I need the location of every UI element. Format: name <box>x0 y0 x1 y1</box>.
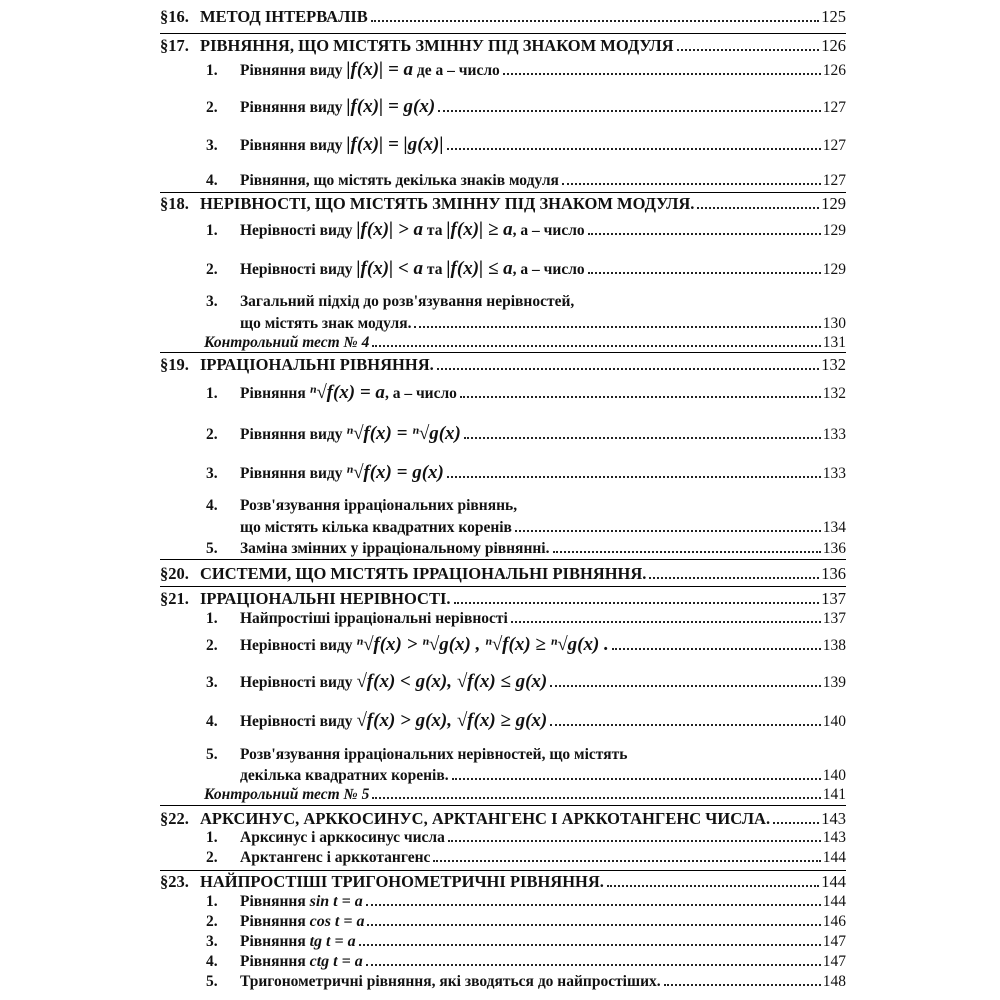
item-text: Нерівності виду <box>240 222 353 239</box>
page-number: 144 <box>822 893 846 910</box>
page-number: 129 <box>822 222 846 239</box>
item-text: Рівняння <box>240 913 306 930</box>
item-text: Нерівності виду <box>240 713 353 730</box>
section-title: СИСТЕМИ, ЩО МІСТЯТЬ ІРРАЦІОНАЛЬНІ РІВНЯННЯ. <box>200 564 647 583</box>
section-number: §21. <box>160 589 189 608</box>
page-number: 136 <box>821 564 846 583</box>
section-number: §23. <box>160 872 189 891</box>
leader-dots <box>550 685 821 687</box>
toc-section-19[interactable] <box>160 356 846 374</box>
page-number: 137 <box>822 610 846 627</box>
item-formula: √f(x) > g(x), √f(x) ≥ g(x) <box>356 710 548 731</box>
leader-dots <box>607 885 819 887</box>
page-number: 137 <box>821 589 846 608</box>
item-number: 1. <box>206 385 218 402</box>
item-text: Загальний підхід до розв'язування нерівностей, <box>240 293 575 310</box>
toc-item-19-3[interactable] <box>206 464 846 483</box>
section-number: §22. <box>160 809 189 828</box>
item-number: 3. <box>206 293 218 310</box>
item-text-continued: що містять кілька квадратних коренів <box>240 519 512 536</box>
page-number: 126 <box>821 36 846 55</box>
leader-dots <box>664 984 821 986</box>
leader-dots <box>371 20 819 22</box>
item-text: Рівняння виду <box>240 465 343 482</box>
item-formula: ⁿ√f(x) > ⁿ√g(x) , ⁿ√f(x) ≥ ⁿ√g(x) . <box>356 634 609 655</box>
toc-item-21-5-line1[interactable] <box>206 746 846 764</box>
item-text: Рівняння виду <box>240 99 343 116</box>
page-number: 132 <box>822 385 846 402</box>
item-text: Найпростіші ірраціональні нерівності <box>240 610 508 627</box>
leader-dots <box>433 860 820 862</box>
toc-item-23-2[interactable] <box>206 913 846 931</box>
item-formula-1: |f(x)| < a <box>356 258 424 279</box>
toc-item-19-5[interactable] <box>206 540 846 558</box>
divider <box>160 870 846 871</box>
page-number: 143 <box>821 809 846 828</box>
item-text: Рівняння, що містять декілька знаків модуля <box>240 172 559 189</box>
leader-dots <box>588 233 821 235</box>
item-number: 1. <box>206 62 218 79</box>
item-text-suffix: , a – число <box>384 385 457 402</box>
toc-item-18-3-line2[interactable] <box>240 315 846 333</box>
toc-item-21-3[interactable] <box>206 673 846 692</box>
page-number: 143 <box>822 829 846 846</box>
item-text-continued: що містять знак модуля. <box>240 315 412 332</box>
leader-dots <box>697 207 819 209</box>
toc-item-18-2[interactable] <box>206 260 846 279</box>
item-formula-2: |f(x)| ≤ a <box>446 258 513 279</box>
page-number: 146 <box>822 913 846 930</box>
item-text: Нерівності виду <box>240 674 353 691</box>
page-number: 139 <box>822 674 846 691</box>
page-number: 141 <box>822 786 846 803</box>
leader-dots <box>447 148 821 150</box>
toc-item-17-2[interactable] <box>206 98 846 117</box>
leader-dots <box>447 476 821 478</box>
divider <box>160 559 846 560</box>
page-number: 127 <box>822 172 846 189</box>
item-text: Арксинус і арккосинус числа <box>240 829 445 846</box>
item-formula: ⁿ√f(x) = a <box>309 382 385 403</box>
page-number: 125 <box>821 7 846 26</box>
item-number: 5. <box>206 540 218 557</box>
leader-dots <box>454 602 820 604</box>
leader-dots <box>366 964 821 966</box>
item-text: Тригонометричні рівняння, які зводяться до найпростіших. <box>240 973 661 990</box>
toc-item-23-1[interactable] <box>206 893 846 911</box>
item-number: 5. <box>206 973 218 990</box>
item-text: Рівняння <box>240 953 306 970</box>
item-number: 2. <box>206 426 218 443</box>
item-formula: |f(x)| = |g(x)| <box>346 134 444 155</box>
toc-section-18[interactable] <box>160 195 846 213</box>
item-formula: cos t = a <box>309 913 365 930</box>
leader-dots <box>437 368 819 370</box>
page-number: 136 <box>822 540 846 557</box>
section-title: НАЙПРОСТІШІ ТРИГОНОМЕТРИЧНІ РІВНЯННЯ. <box>200 872 604 891</box>
toc-item-19-2[interactable] <box>206 425 846 444</box>
toc-item-21-4[interactable] <box>206 712 846 731</box>
page-number: 129 <box>821 194 846 213</box>
toc-item-21-2[interactable] <box>206 636 846 655</box>
item-formula: tg t = a <box>309 933 356 950</box>
page-number: 140 <box>822 767 846 784</box>
item-number: 1. <box>206 610 218 627</box>
leader-dots <box>464 437 821 439</box>
divider <box>160 192 846 193</box>
item-formula: |f(x)| = a <box>346 59 414 80</box>
item-conjunction: та <box>426 261 443 278</box>
item-text-suffix: , a – число <box>512 261 585 278</box>
toc-control-test-5[interactable] <box>204 786 846 804</box>
item-number: 3. <box>206 674 218 691</box>
leader-dots <box>414 326 820 328</box>
leader-dots <box>550 724 821 726</box>
item-conjunction: та <box>426 222 443 239</box>
leader-dots <box>448 840 821 842</box>
item-formula: √f(x) < g(x), √f(x) ≤ g(x) <box>356 671 548 692</box>
item-number: 5. <box>206 746 218 763</box>
section-number: §19. <box>160 355 189 374</box>
item-text-continued: декілька квадратних коренів. <box>240 767 449 784</box>
control-test-label: Контрольний тест № 4 <box>204 334 370 351</box>
leader-dots <box>677 49 820 51</box>
item-number: 2. <box>206 261 218 278</box>
item-number: 3. <box>206 933 218 950</box>
page-number: 131 <box>822 334 846 351</box>
leader-dots <box>438 110 821 112</box>
toc-item-17-1[interactable] <box>206 61 846 80</box>
toc-item-23-4[interactable] <box>206 953 846 971</box>
control-test-label: Контрольний тест № 5 <box>204 786 370 803</box>
item-formula: ctg t = a <box>309 953 363 970</box>
item-text: Рівняння <box>240 933 306 950</box>
item-number: 1. <box>206 893 218 910</box>
item-number: 2. <box>206 913 218 930</box>
page-number: 134 <box>822 519 846 536</box>
leader-dots <box>452 778 821 780</box>
toc-item-17-3[interactable] <box>206 136 846 155</box>
toc-item-18-1[interactable] <box>206 221 846 240</box>
toc-control-test-4[interactable] <box>204 334 846 352</box>
item-number: 4. <box>206 713 218 730</box>
item-formula-2: |f(x)| ≥ a <box>446 219 513 240</box>
divider <box>160 352 846 353</box>
leader-dots <box>588 272 821 274</box>
item-number: 4. <box>206 497 218 514</box>
item-number: 3. <box>206 137 218 154</box>
page-number: 147 <box>822 953 846 970</box>
toc-item-21-1[interactable] <box>206 610 846 628</box>
section-number: §18. <box>160 194 189 213</box>
page-number: 127 <box>822 137 846 154</box>
leader-dots <box>511 621 821 623</box>
item-number: 1. <box>206 222 218 239</box>
section-title: НЕРІВНОСТІ, ЩО МІСТЯТЬ ЗМІННУ ПІД ЗНАКОМ МОДУЛЯ. <box>200 194 695 213</box>
toc-item-22-1[interactable] <box>206 829 846 847</box>
item-text: Заміна змінних у ірраціональному рівнянні. <box>240 540 550 557</box>
item-text: Нерівності виду <box>240 261 353 278</box>
item-text: Рівняння виду <box>240 137 343 154</box>
leader-dots <box>460 396 821 398</box>
divider <box>160 805 846 806</box>
section-title: МЕТОД ІНТЕРВАЛІВ <box>200 7 368 26</box>
item-text: Рівняння виду <box>240 426 343 443</box>
item-number: 1. <box>206 829 218 846</box>
section-title: ІРРАЦІОНАЛЬНІ РІВНЯННЯ. <box>200 355 434 374</box>
leader-dots <box>553 551 821 553</box>
section-number: §20. <box>160 564 189 583</box>
item-number: 3. <box>206 465 218 482</box>
page-number: 144 <box>821 872 846 891</box>
toc-section-20[interactable] <box>160 565 846 583</box>
toc-item-23-3[interactable] <box>206 933 846 951</box>
divider <box>160 33 846 34</box>
item-text: Розв'язування ірраціональних нерівностей, що містять <box>240 746 628 763</box>
leader-dots <box>649 577 819 579</box>
section-title: ІРРАЦІОНАЛЬНІ НЕРІВНОСТІ. <box>200 589 451 608</box>
item-number: 2. <box>206 637 218 654</box>
item-text-suffix: , a – число <box>512 222 585 239</box>
page-number: 133 <box>822 465 846 482</box>
item-number: 2. <box>206 99 218 116</box>
leader-dots <box>372 345 820 347</box>
leader-dots <box>366 904 821 906</box>
page-number: 138 <box>822 637 846 654</box>
leader-dots <box>367 924 820 926</box>
page-number: 126 <box>822 62 846 79</box>
leader-dots <box>612 648 821 650</box>
page-number: 130 <box>822 315 846 332</box>
toc-section-21[interactable] <box>160 590 846 608</box>
page-number: 129 <box>822 261 846 278</box>
toc-item-21-5-line2[interactable] <box>240 767 846 785</box>
page-number: 127 <box>822 99 846 116</box>
item-text: Рівняння <box>240 893 306 910</box>
item-number: 4. <box>206 172 218 189</box>
section-title: АРКСИНУС, АРККОСИНУС, АРКТАНГЕНС І АРККОТАНГЕНС ЧИСЛА. <box>200 809 771 828</box>
toc-item-19-4-line1[interactable] <box>206 497 846 515</box>
leader-dots <box>372 797 820 799</box>
toc-section-22[interactable] <box>160 810 846 828</box>
toc-item-17-4[interactable] <box>206 172 846 190</box>
toc-item-19-1[interactable] <box>206 384 846 403</box>
divider <box>160 586 846 587</box>
item-text: Нерівності виду <box>240 637 353 654</box>
page-number: 132 <box>821 355 846 374</box>
section-number: §16. <box>160 7 189 26</box>
toc-item-19-4-line2[interactable] <box>240 519 846 537</box>
leader-dots <box>773 822 819 824</box>
page-number: 147 <box>822 933 846 950</box>
page-number: 140 <box>822 713 846 730</box>
leader-dots <box>503 73 821 75</box>
toc-section-17[interactable] <box>160 37 846 55</box>
toc-item-18-3-line1[interactable] <box>206 293 846 311</box>
toc-section-16[interactable] <box>160 8 846 26</box>
item-text: Арктангенс і арккотангенс <box>240 849 431 866</box>
item-text: Рівняння виду <box>240 62 343 79</box>
item-formula: ⁿ√f(x) = ⁿ√g(x) <box>346 423 461 444</box>
item-formula-1: |f(x)| > a <box>356 219 424 240</box>
item-text-suffix: де a – число <box>416 62 500 79</box>
leader-dots <box>562 183 821 185</box>
item-number: 2. <box>206 849 218 866</box>
item-number: 4. <box>206 953 218 970</box>
item-formula: |f(x)| = g(x) <box>346 96 436 117</box>
page-number: 148 <box>822 973 846 990</box>
toc-item-23-5[interactable] <box>206 973 846 991</box>
section-title: РІВНЯННЯ, ЩО МІСТЯТЬ ЗМІННУ ПІД ЗНАКОМ МОДУЛЯ <box>200 36 674 55</box>
item-text: Рівняння <box>240 385 306 402</box>
leader-dots <box>359 944 821 946</box>
item-formula: sin t = a <box>309 893 363 910</box>
item-text: Розв'язування ірраціональних рівнянь, <box>240 497 518 514</box>
toc-item-22-2[interactable] <box>206 849 846 867</box>
section-number: §17. <box>160 36 189 55</box>
leader-dots <box>515 530 821 532</box>
page-number: 144 <box>822 849 846 866</box>
page-number: 133 <box>822 426 846 443</box>
toc-section-23[interactable] <box>160 873 846 891</box>
item-formula: ⁿ√f(x) = g(x) <box>346 462 444 483</box>
